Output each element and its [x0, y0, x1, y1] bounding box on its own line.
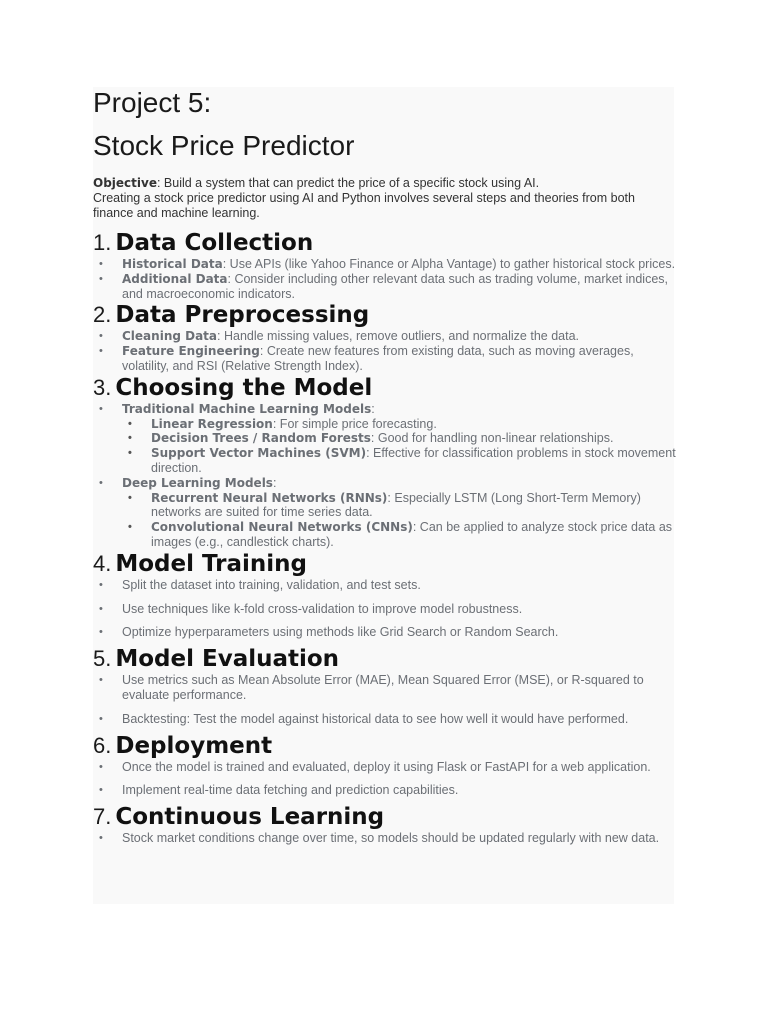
section-number: 3. [93, 374, 112, 400]
item-text: : Create new features from existing data, such as moving averages, volatility, and RSI (Relative Strength Index). [122, 344, 634, 373]
objective-text: : Build a system that can predict the price of a specific stock using AI. [156, 176, 540, 190]
document-content [93, 87, 678, 846]
sub-list [122, 491, 678, 550]
group-suffix: : [272, 475, 277, 490]
item-label: Historical Data [122, 257, 223, 271]
item-text: : Especially LSTM (Long Short-Term Memory) networks are suited for time series data. [151, 490, 641, 520]
item-text: : Handle missing values, remove outliers, and normalize the data. [217, 329, 580, 344]
item-label: Decision Trees / Random Forests [151, 431, 371, 446]
section-heading-model-training [93, 550, 678, 578]
list-item [93, 402, 678, 476]
item-label: Cleaning Data [122, 329, 218, 344]
section-title: Model Training [115, 550, 308, 577]
sub-list [122, 417, 678, 476]
item-label: Support Vector Machines (SVM) [151, 446, 367, 461]
item-text: : Can be applied to analyze stock price data as images (e.g., candlestick charts). [151, 520, 673, 549]
list-item: • Once the model is trained and evaluated, deploy it using Flask or FastAPI for a web application. [93, 760, 678, 775]
item-label: Feature Engineering [122, 344, 260, 359]
item-text: : Good for handling non-linear relationships. [370, 431, 614, 446]
section-heading-model-evaluation [93, 645, 678, 673]
section-title: Data Preprocessing [115, 302, 370, 329]
sub-list-item [122, 417, 678, 432]
list-item: • Implement real-time data fetching and prediction capabilities. [93, 783, 678, 798]
section-heading-data-collection [93, 229, 678, 257]
page-title: Project 5: [93, 87, 212, 118]
item-text: : Consider including other relevant data such as trading volume, market indices, and macroeconomic indicators. [122, 271, 669, 301]
section-number: 1. [93, 230, 112, 255]
list-item: • Use techniques like k-fold cross-validation to improve model robustness. [93, 602, 678, 617]
sub-list-item [122, 446, 678, 476]
sub-list-item [122, 520, 678, 550]
objective-label: Objective [93, 176, 157, 190]
sub-list-item [122, 431, 678, 446]
item-label: Linear Regression [151, 416, 273, 431]
section-heading-deployment [93, 732, 678, 760]
item-text: : Use APIs (like Yahoo Finance or Alpha Vantage) to gather historical stock prices. [222, 257, 676, 271]
item-text: : Effective for classification problems in stock movement direction. [151, 446, 676, 475]
list-item: • Backtesting: Test the model against historical data to see how well it would have performed. [93, 712, 678, 727]
list-item: • Optimize hyperparameters using methods like Grid Search or Random Search. [93, 625, 678, 640]
section-number: 5. [93, 646, 112, 672]
list-item [93, 476, 678, 550]
section-list-data-collection [93, 257, 678, 301]
list-item: • Use metrics such as Mean Absolute Error (MAE), Mean Squared Error (MSE), or R-squared to evaluate performance. [93, 673, 678, 703]
section-list-model-training [93, 578, 678, 640]
group-suffix: : [371, 401, 375, 416]
item-label: Convolutional Neural Networks (CNNs) [151, 520, 413, 535]
section-heading-data-preprocessing [93, 301, 678, 329]
section-heading-continuous-learning [93, 803, 678, 831]
section-number: 4. [93, 550, 112, 576]
list-item [93, 329, 678, 344]
sub-list-item [122, 491, 678, 521]
section-title: Choosing the Model [115, 374, 373, 401]
section-list-continuous-learning [93, 831, 678, 846]
section-title: Model Evaluation [115, 646, 340, 673]
list-item: • Split the dataset into training, validation, and test sets. [93, 578, 678, 593]
list-item [93, 272, 678, 302]
item-text: : For simple price forecasting. [272, 416, 437, 431]
section-list-choosing-the-model [93, 402, 678, 550]
objective-description: Creating a stock price predictor using AI and Python involves several steps and theories from both finance and machine learning. [93, 191, 635, 220]
section-title: Continuous Learning [115, 804, 385, 831]
section-title: Data Collection [115, 230, 314, 256]
page-subtitle: Stock Price Predictor [93, 130, 355, 161]
section-list-deployment [93, 760, 678, 799]
section-list-model-evaluation [93, 673, 678, 726]
list-item: • Stock market conditions change over time, so models should be updated regularly with new data. [93, 831, 678, 846]
group-label: Traditional Machine Learning Models [122, 401, 372, 416]
objective-paragraph [93, 176, 678, 221]
group-label: Deep Learning Models [122, 475, 273, 490]
section-list-data-preprocessing [93, 329, 678, 373]
section-heading-choosing-the-model [93, 374, 678, 402]
list-item [93, 344, 678, 374]
section-number: 2. [93, 302, 112, 328]
item-label: Additional Data [122, 271, 228, 286]
item-label: Recurrent Neural Networks (RNNs) [151, 490, 388, 505]
section-number: 7. [93, 804, 112, 830]
list-item [93, 257, 678, 272]
section-number: 6. [93, 732, 112, 758]
section-title: Deployment [115, 732, 273, 759]
